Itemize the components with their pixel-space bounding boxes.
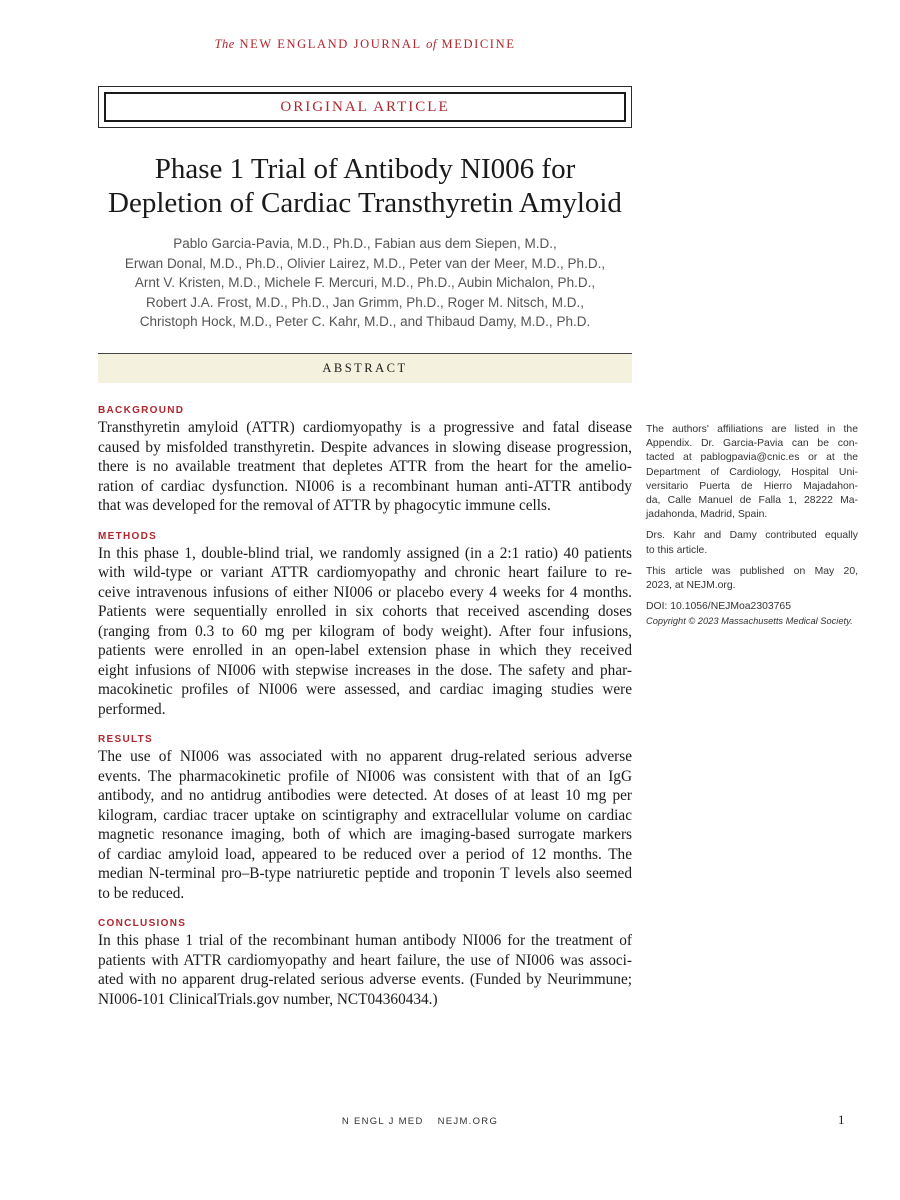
sidebar-line: 2023, at NEJM.org. (646, 580, 736, 592)
sidebar-line: versitario Puerta de Hierro Majadahon- (646, 480, 858, 492)
text-line: ceive intravenous infusions of either NI006 or placebo every 4 weeks for 4 months. (98, 583, 632, 601)
doi-block (646, 600, 858, 628)
text-line: Patients were sequentially enrolled in six cohorts that received ascending doses (98, 603, 632, 620)
text-line: patients with ATTR cardiomyopathy and heart failure, the use of NI006 was associ- (98, 951, 632, 969)
text-line: eight infusions of NI006 with stepwise increases in the dose. The safety and phar- (98, 661, 632, 679)
text-line: In this phase 1 trial of the recombinant human antibody NI006 for the treatment of (98, 932, 632, 949)
journal-of: of (426, 37, 437, 51)
text-line: (ranging from 0.3 to 60 mg per kilogram of body weight). After four infusions, (98, 622, 632, 640)
author-affiliations-note (646, 423, 858, 522)
title-line: Depletion of Cardiac Transthyretin Amyloid (108, 187, 622, 219)
text-line: macokinetic profiles of NI006 were assessed, and cardiac imaging studies were (98, 681, 632, 698)
footer-website: NEJM.ORG (437, 1116, 499, 1127)
section-background (98, 404, 632, 516)
text-line: kilogram, cardiac tracer uptake on scintigraphy and extracellular volume on cardiac (98, 806, 632, 824)
text-line: with wild-type or variant ATTR cardiomyopathy and chronic heart failure to re- (98, 564, 632, 581)
copyright-notice: Copyright © 2023 Massachusetts Medical Society. (646, 616, 853, 627)
text-line: of cardiac amyloid load, appeared to be reduced over a period of 12 months. The (98, 845, 632, 863)
publication-note (646, 565, 858, 593)
footer-journal-abbrev: N ENGL J MED (341, 1116, 424, 1127)
text-line: ated with no apparent drug-related serious adverse events. (Funded by Neurimmune; (98, 971, 632, 988)
text-line: there is no available treatment that depletes ATTR from the heart for the amelio- (98, 458, 632, 475)
doi: DOI: 10.1056/NEJMoa2303765 (646, 601, 791, 613)
section-heading: CONCLUSIONS (98, 918, 187, 929)
text-line: magnetic resonance imaging, both of which are imaging-based surrogate markers (98, 826, 632, 843)
text-line: antibody, and no antidrug antibodies were detected. At doses of at least 10 mg per (98, 787, 632, 804)
journal-header (0, 37, 730, 52)
page-number: 1 (838, 1112, 845, 1127)
sidebar-line: da, Calle Manuel de Falla 1, 28222 Ma- (646, 495, 858, 507)
author-line: Pablo Garcia-Pavia, M.D., Ph.D., Fabian aus dem Siepen, M.D., (173, 236, 557, 251)
article-type-label: ORIGINAL ARTICLE (104, 92, 626, 122)
sidebar-line: This article was published on May 20, (646, 565, 858, 577)
abstract-body (98, 404, 632, 1023)
author-line: Erwan Donal, M.D., Ph.D., Olivier Lairez, M.D., Peter van der Meer, M.D., Ph.D., (124, 255, 606, 271)
equal-contribution-note (646, 529, 858, 557)
journal-the: The (214, 37, 235, 51)
article-sidebar (646, 423, 858, 629)
section-heading: RESULTS (98, 734, 154, 745)
section-methods (98, 530, 632, 720)
text-line: events. The pharmacokinetic profile of NI006 was consistent with that of an IgG (98, 767, 632, 785)
sidebar-line: tacted at pablogpavia@cnic.es or at the (646, 452, 858, 464)
text-line: ration of cardiac dysfunction. NI006 is a recombinant human anti-ATTR antibody (98, 477, 632, 495)
text-line: Transthyretin amyloid (ATTR) cardiomyopathy is a progressive and fatal disease (98, 419, 632, 436)
text-line: NI006-101 ClinicalTrials.gov number, NCT04360434.) (98, 990, 438, 1008)
text-line: In this phase 1, double-blind trial, we randomly assigned (in a 2:1 ratio) 40 patients (98, 544, 632, 562)
section-heading: BACKGROUND (98, 405, 185, 416)
sidebar-line: The authors' affiliations are listed in the (646, 424, 858, 435)
author-line: Arnt V. Kristen, M.D., Michele F. Mercuri, M.D., Ph.D., Aubin Michalon, Ph.D., (134, 275, 596, 290)
section-heading: METHODS (98, 530, 158, 542)
sidebar-line: Department of Cardiology, Hospital Uni- (646, 466, 858, 478)
journal-name-part2: MEDICINE (441, 37, 516, 51)
sidebar-line: Drs. Kahr and Damy contributed equally (646, 530, 858, 542)
text-line: The use of NI006 was associated with no apparent drug-related serious adverse (98, 748, 632, 765)
journal-name-part1: NEW ENGLAND JOURNAL (239, 37, 422, 51)
section-conclusions (98, 917, 632, 1009)
sidebar-line: to this article. (646, 544, 708, 556)
section-results (98, 733, 632, 903)
page-footer (0, 1116, 840, 1127)
text-line: that was developed for the removal of ATTR by phagocytic immune cells. (98, 497, 551, 514)
text-line: caused by misfolded transthyretin. Despite advances in slowing disease progression, (98, 438, 632, 456)
article-title (60, 152, 670, 220)
title-line: Phase 1 Trial of Antibody NI006 for (154, 153, 576, 185)
article-type-box (98, 86, 632, 128)
sidebar-line: jadahonda, Madrid, Spain. (646, 509, 768, 521)
text-line: to be reduced. (98, 884, 185, 902)
abstract-heading: ABSTRACT (98, 353, 632, 383)
text-line: performed. (98, 700, 166, 718)
author-line: Robert J.A. Frost, M.D., Ph.D., Jan Grimm, Ph.D., Roger M. Nitsch, M.D., (145, 294, 585, 310)
author-list (60, 234, 670, 332)
text-line: patients were enrolled in an open-label extension phase in which they received (98, 642, 632, 659)
author-line: Christoph Hock, M.D., Peter C. Kahr, M.D., and Thibaud Damy, M.D., Ph.D. (139, 314, 591, 329)
text-line: median N-terminal pro–B-type natriuretic peptide and troponin T levels also seemed (98, 865, 632, 882)
sidebar-line: Appendix. Dr. Garcia-Pavia can be con- (646, 438, 858, 450)
